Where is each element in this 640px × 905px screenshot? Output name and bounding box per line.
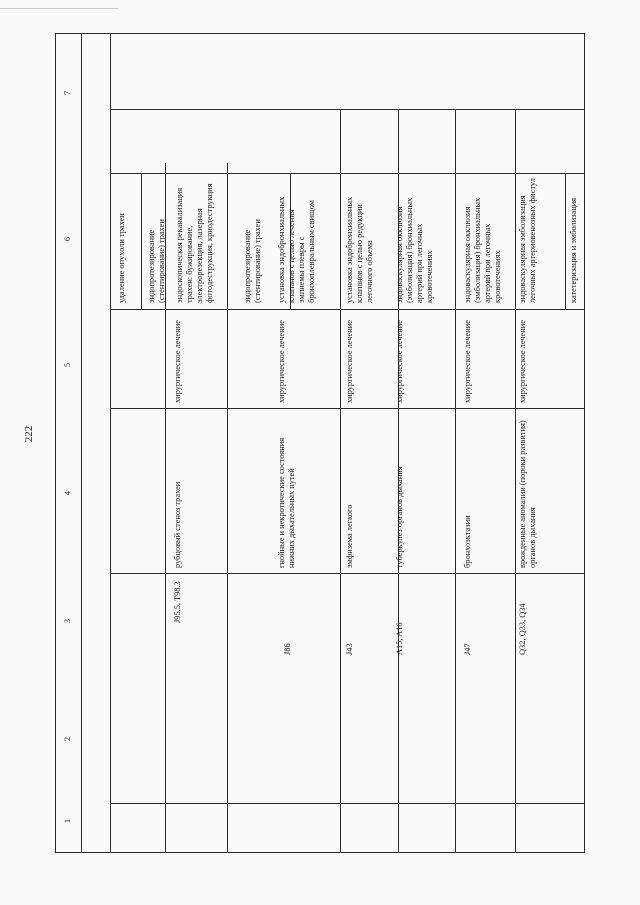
treatment-text: хирургическое лечение [277,320,286,403]
code-text: J95.5, T98.3 [173,581,182,623]
treatment-text: хирургическое лечение [463,320,472,403]
code-text: J43 [345,643,354,655]
col-header-6: 6 [63,236,72,242]
scan-edge-line [0,8,118,9]
disease-text: гнойные и некротические состояния нижних дыхательных путей [277,437,296,568]
page-number: 222 [23,425,35,443]
method-text: удаление опухоли трахеи [117,213,126,303]
treatment-text: хирургическое лечение [395,320,404,403]
treatment-text: хирургическое лечение [173,320,182,403]
disease-text: эмфизема легкого [345,504,354,568]
col-header-5: 5 [63,362,72,368]
col-header-3: 3 [63,618,72,624]
treatment-text: хирургическое лечение [345,320,354,403]
disease-text: бронхоэктазии [463,515,472,568]
method-text: эндоскопическая реканализация трахеи: бужирование, электрорезекция, лазерная фотодеструкция, криодеструкция [175,183,214,303]
code-text: A15, A16 [395,622,404,655]
method-text: эндоваскулярная окклюзия (эмболизация) бронхиальных артерий при легочных кровотечениях [395,197,434,303]
disease-text: рубцовый стеноз трахеи [173,481,182,568]
method-text: катетеризация и эмболизация [569,197,578,303]
rotated-table [55,33,585,853]
disease-text: врожденные аномалии (пороки развития) органов дыхания [518,420,537,568]
col-header-2: 2 [63,736,72,742]
method-text: установка эндобронхиальных клапанов с целью лечения эмпиемы плевры с бронхоплевральным свищом [277,196,316,303]
col-header-7: 7 [63,90,72,96]
col-header-1: 1 [63,818,72,824]
disease-text: туберкулез органов дыхания [395,466,404,568]
method-text: эндопротезирование (стентирование) трахеи [147,219,166,303]
code-text: J47 [463,643,472,655]
method-text: эндоваскулярная окклюзия (эмболизация) бронхиальных артерий при легочных кровотечениях [463,197,502,303]
code-text: Q32, Q33, Q34 [518,603,527,655]
method-text: эндоваскулярная эмболизация легочных артериовенозных фистул [518,178,537,303]
code-text: J86 [283,643,292,655]
method-text: эндопротезирование (стентирование) трахеи [243,219,262,303]
treatment-text: хирургическое лечение [518,320,527,403]
col-header-4: 4 [63,490,72,496]
method-text: установка эндобронхиальных клапанов с целью редукции легочного объема [345,196,374,303]
